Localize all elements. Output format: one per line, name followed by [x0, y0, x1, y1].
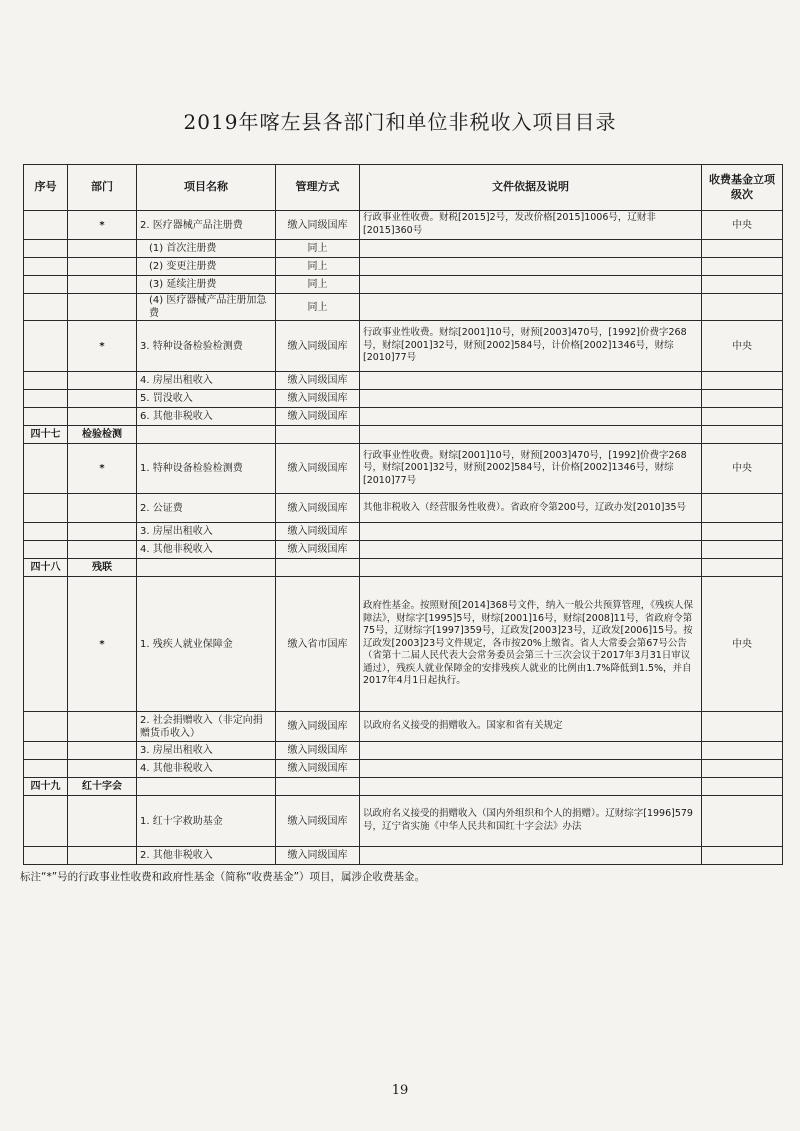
row-mgmt: 缴入同级国库: [276, 408, 360, 426]
row-dept: [68, 390, 137, 408]
row-seq: [24, 276, 68, 294]
row-level: [702, 258, 783, 276]
row-mgmt: 缴入同级国库: [276, 742, 360, 760]
row-name: [137, 559, 276, 577]
row-basis: [360, 778, 702, 796]
row-level: 中央: [702, 444, 783, 494]
row-name: 2. 医疗器械产品注册费: [137, 211, 276, 240]
row-seq: 四十九: [24, 778, 68, 796]
table-row: [24, 742, 783, 760]
header-seq: 序号: [24, 165, 68, 211]
row-mgmt: 缴入同级国库: [276, 321, 360, 372]
catalog-table: [23, 164, 783, 865]
row-level: [702, 778, 783, 796]
row-mgmt: 缴入同级国库: [276, 796, 360, 847]
row-mgmt: 缴入同级国库: [276, 372, 360, 390]
row-seq: 四十七: [24, 426, 68, 444]
row-dept: [68, 372, 137, 390]
table-row: [24, 760, 783, 778]
table-row: [24, 321, 783, 372]
row-basis: 以政府名义接受的捐赠收入。国家和省有关规定: [360, 712, 702, 742]
row-name: 1. 残疾人就业保障金: [137, 577, 276, 712]
row-name: 2. 其他非税收入: [137, 847, 276, 865]
header-level: 收费基金立项级次: [702, 165, 783, 211]
table-row: [24, 444, 783, 494]
row-level: [702, 559, 783, 577]
row-mgmt: [276, 778, 360, 796]
row-name: 3. 特种设备检验检测费: [137, 321, 276, 372]
row-level: [702, 742, 783, 760]
row-basis: [360, 258, 702, 276]
row-level: [702, 847, 783, 865]
row-seq: [24, 240, 68, 258]
row-level: [702, 523, 783, 541]
row-seq: [24, 796, 68, 847]
row-basis: 以政府名义接受的捐赠收入（国内外组织和个人的捐赠）。辽财综字[1996]579号，辽宁省实施《中华人民共和国红十字会法》办法: [360, 796, 702, 847]
row-basis: [360, 408, 702, 426]
row-seq: [24, 444, 68, 494]
row-basis: [360, 390, 702, 408]
row-mgmt: 同上: [276, 240, 360, 258]
section-row: [24, 559, 783, 577]
row-level: [702, 240, 783, 258]
row-mgmt: 缴入省市国库: [276, 577, 360, 712]
row-name: 6. 其他非税收入: [137, 408, 276, 426]
row-seq: [24, 577, 68, 712]
footnote: 标注“*”号的行政事业性收费和政府性基金（简称“收费基金”）项目，属涉企收费基金。: [20, 871, 426, 883]
row-name: (2) 变更注册费: [137, 258, 276, 276]
row-seq: [24, 742, 68, 760]
row-dept: [68, 742, 137, 760]
section-row: [24, 426, 783, 444]
table-body: [24, 211, 783, 865]
row-dept: *: [68, 321, 137, 372]
row-dept: [68, 523, 137, 541]
row-dept: [68, 796, 137, 847]
row-seq: [24, 523, 68, 541]
row-level: 中央: [702, 321, 783, 372]
row-basis: 行政事业性收费。财综[2001]10号，财预[2003]470号，[1992]价费字268号，财综[2001]32号，财预[2002]584号，计价格[2002]1346号，财综[2010]77号: [360, 444, 702, 494]
row-basis: 其他非税收入（经营服务性收费）。省政府令第200号，辽政办发[2010]35号: [360, 494, 702, 523]
row-name: 5. 罚没收入: [137, 390, 276, 408]
row-basis: [360, 294, 702, 321]
row-mgmt: 缴入同级国库: [276, 444, 360, 494]
row-basis: 行政事业性收费。财税[2015]2号，发改价格[2015]1006号，辽财非[2015]360号: [360, 211, 702, 240]
row-mgmt: 同上: [276, 276, 360, 294]
row-dept: [68, 760, 137, 778]
row-basis: [360, 742, 702, 760]
row-mgmt: 缴入同级国库: [276, 211, 360, 240]
row-level: [702, 276, 783, 294]
row-name: 1. 特种设备检验检测费: [137, 444, 276, 494]
row-seq: [24, 294, 68, 321]
table-row: [24, 408, 783, 426]
row-seq: [24, 760, 68, 778]
row-mgmt: [276, 559, 360, 577]
row-level: [702, 796, 783, 847]
row-dept: *: [68, 577, 137, 712]
row-level: [702, 541, 783, 559]
section-row: [24, 778, 783, 796]
row-basis: 政府性基金。按照财预[2014]368号文件，纳入一般公共预算管理，《残疾人保障法》，财综字[1995]5号，财综[2001]16号，财综[2008]11号，省政府令第75号，辽财综字[1997]359号，辽政发[2003]23号，辽政发[2006]15号。按辽政发[2003]23号文件规定，各市按20%上缴省。省人大常委会第67号公告（省第十二届人民代表大会常务委员会第三十三次会议于2017年3月31日审议通过），残疾人就业保障金的安排残疾人就业的比例由1.7%降低到1.5%，并自2017年4月1日起执行。: [360, 577, 702, 712]
row-dept: [68, 408, 137, 426]
row-mgmt: 缴入同级国库: [276, 494, 360, 523]
row-name: 4. 房屋出租收入: [137, 372, 276, 390]
row-name: 3. 房屋出租收入: [137, 523, 276, 541]
row-level: 中央: [702, 211, 783, 240]
row-basis: [360, 240, 702, 258]
row-dept: [68, 258, 137, 276]
row-level: [702, 760, 783, 778]
row-dept: *: [68, 211, 137, 240]
row-dept: *: [68, 444, 137, 494]
table-row: [24, 372, 783, 390]
row-name: (4) 医疗器械产品注册加急费: [137, 294, 276, 321]
row-basis: [360, 541, 702, 559]
row-mgmt: 缴入同级国库: [276, 760, 360, 778]
row-mgmt: 缴入同级国库: [276, 390, 360, 408]
row-seq: 四十八: [24, 559, 68, 577]
row-basis: [360, 426, 702, 444]
table-row: [24, 541, 783, 559]
row-mgmt: [276, 426, 360, 444]
row-mgmt: 同上: [276, 258, 360, 276]
row-dept: 检验检测: [68, 426, 137, 444]
row-dept: [68, 541, 137, 559]
row-mgmt: 缴入同级国库: [276, 541, 360, 559]
row-basis: [360, 523, 702, 541]
header-basis: 文件依据及说明: [360, 165, 702, 211]
row-level: 中央: [702, 577, 783, 712]
table-row: [24, 494, 783, 523]
table-row: [24, 211, 783, 240]
row-seq: [24, 847, 68, 865]
header-mgmt: 管理方式: [276, 165, 360, 211]
row-dept: [68, 494, 137, 523]
row-dept: [68, 294, 137, 321]
table-row: [24, 294, 783, 321]
row-name: 2. 社会捐赠收入（非定向捐赠货币收入）: [137, 712, 276, 742]
header-dept: 部门: [68, 165, 137, 211]
row-name: [137, 778, 276, 796]
header-name: 项目名称: [137, 165, 276, 211]
table-row: [24, 258, 783, 276]
row-seq: [24, 390, 68, 408]
row-dept: [68, 276, 137, 294]
table-row: [24, 523, 783, 541]
row-dept: [68, 240, 137, 258]
row-level: [702, 712, 783, 742]
row-name: 1. 红十字救助基金: [137, 796, 276, 847]
row-level: [702, 372, 783, 390]
row-level: [702, 426, 783, 444]
row-seq: [24, 541, 68, 559]
table-row: [24, 276, 783, 294]
row-seq: [24, 258, 68, 276]
row-level: [702, 294, 783, 321]
page-title: 2019年喀左县各部门和单位非税收入项目目录: [183, 110, 617, 134]
row-name: 4. 其他非税收入: [137, 541, 276, 559]
row-basis: [360, 559, 702, 577]
row-level: [702, 390, 783, 408]
row-seq: [24, 712, 68, 742]
row-basis: [360, 760, 702, 778]
row-seq: [24, 211, 68, 240]
table-row: [24, 712, 783, 742]
row-level: [702, 408, 783, 426]
row-seq: [24, 494, 68, 523]
table-row: [24, 847, 783, 865]
row-seq: [24, 408, 68, 426]
row-dept: [68, 847, 137, 865]
row-mgmt: 缴入同级国库: [276, 523, 360, 541]
table-row: [24, 390, 783, 408]
row-name: 4. 其他非税收入: [137, 760, 276, 778]
row-mgmt: 缴入同级国库: [276, 712, 360, 742]
row-name: 2. 公证费: [137, 494, 276, 523]
row-seq: [24, 321, 68, 372]
row-mgmt: 同上: [276, 294, 360, 321]
row-dept: 残联: [68, 559, 137, 577]
row-name: (1) 首次注册费: [137, 240, 276, 258]
row-basis: [360, 847, 702, 865]
page-number: 19: [391, 1083, 409, 1098]
row-name: (3) 延续注册费: [137, 276, 276, 294]
row-mgmt: 缴入同级国库: [276, 847, 360, 865]
row-basis: 行政事业性收费。财综[2001]10号，财预[2003]470号，[1992]价费字268号，财综[2001]32号，财预[2002]584号，计价格[2002]1346号，财综[2010]77号: [360, 321, 702, 372]
header-row: [24, 165, 783, 211]
row-basis: [360, 276, 702, 294]
row-dept: [68, 712, 137, 742]
table-row: [24, 796, 783, 847]
row-dept: 红十字会: [68, 778, 137, 796]
table-row: [24, 240, 783, 258]
row-name: 3. 房屋出租收入: [137, 742, 276, 760]
row-basis: [360, 372, 702, 390]
table-row: [24, 577, 783, 712]
row-level: [702, 494, 783, 523]
row-seq: [24, 372, 68, 390]
row-name: [137, 426, 276, 444]
